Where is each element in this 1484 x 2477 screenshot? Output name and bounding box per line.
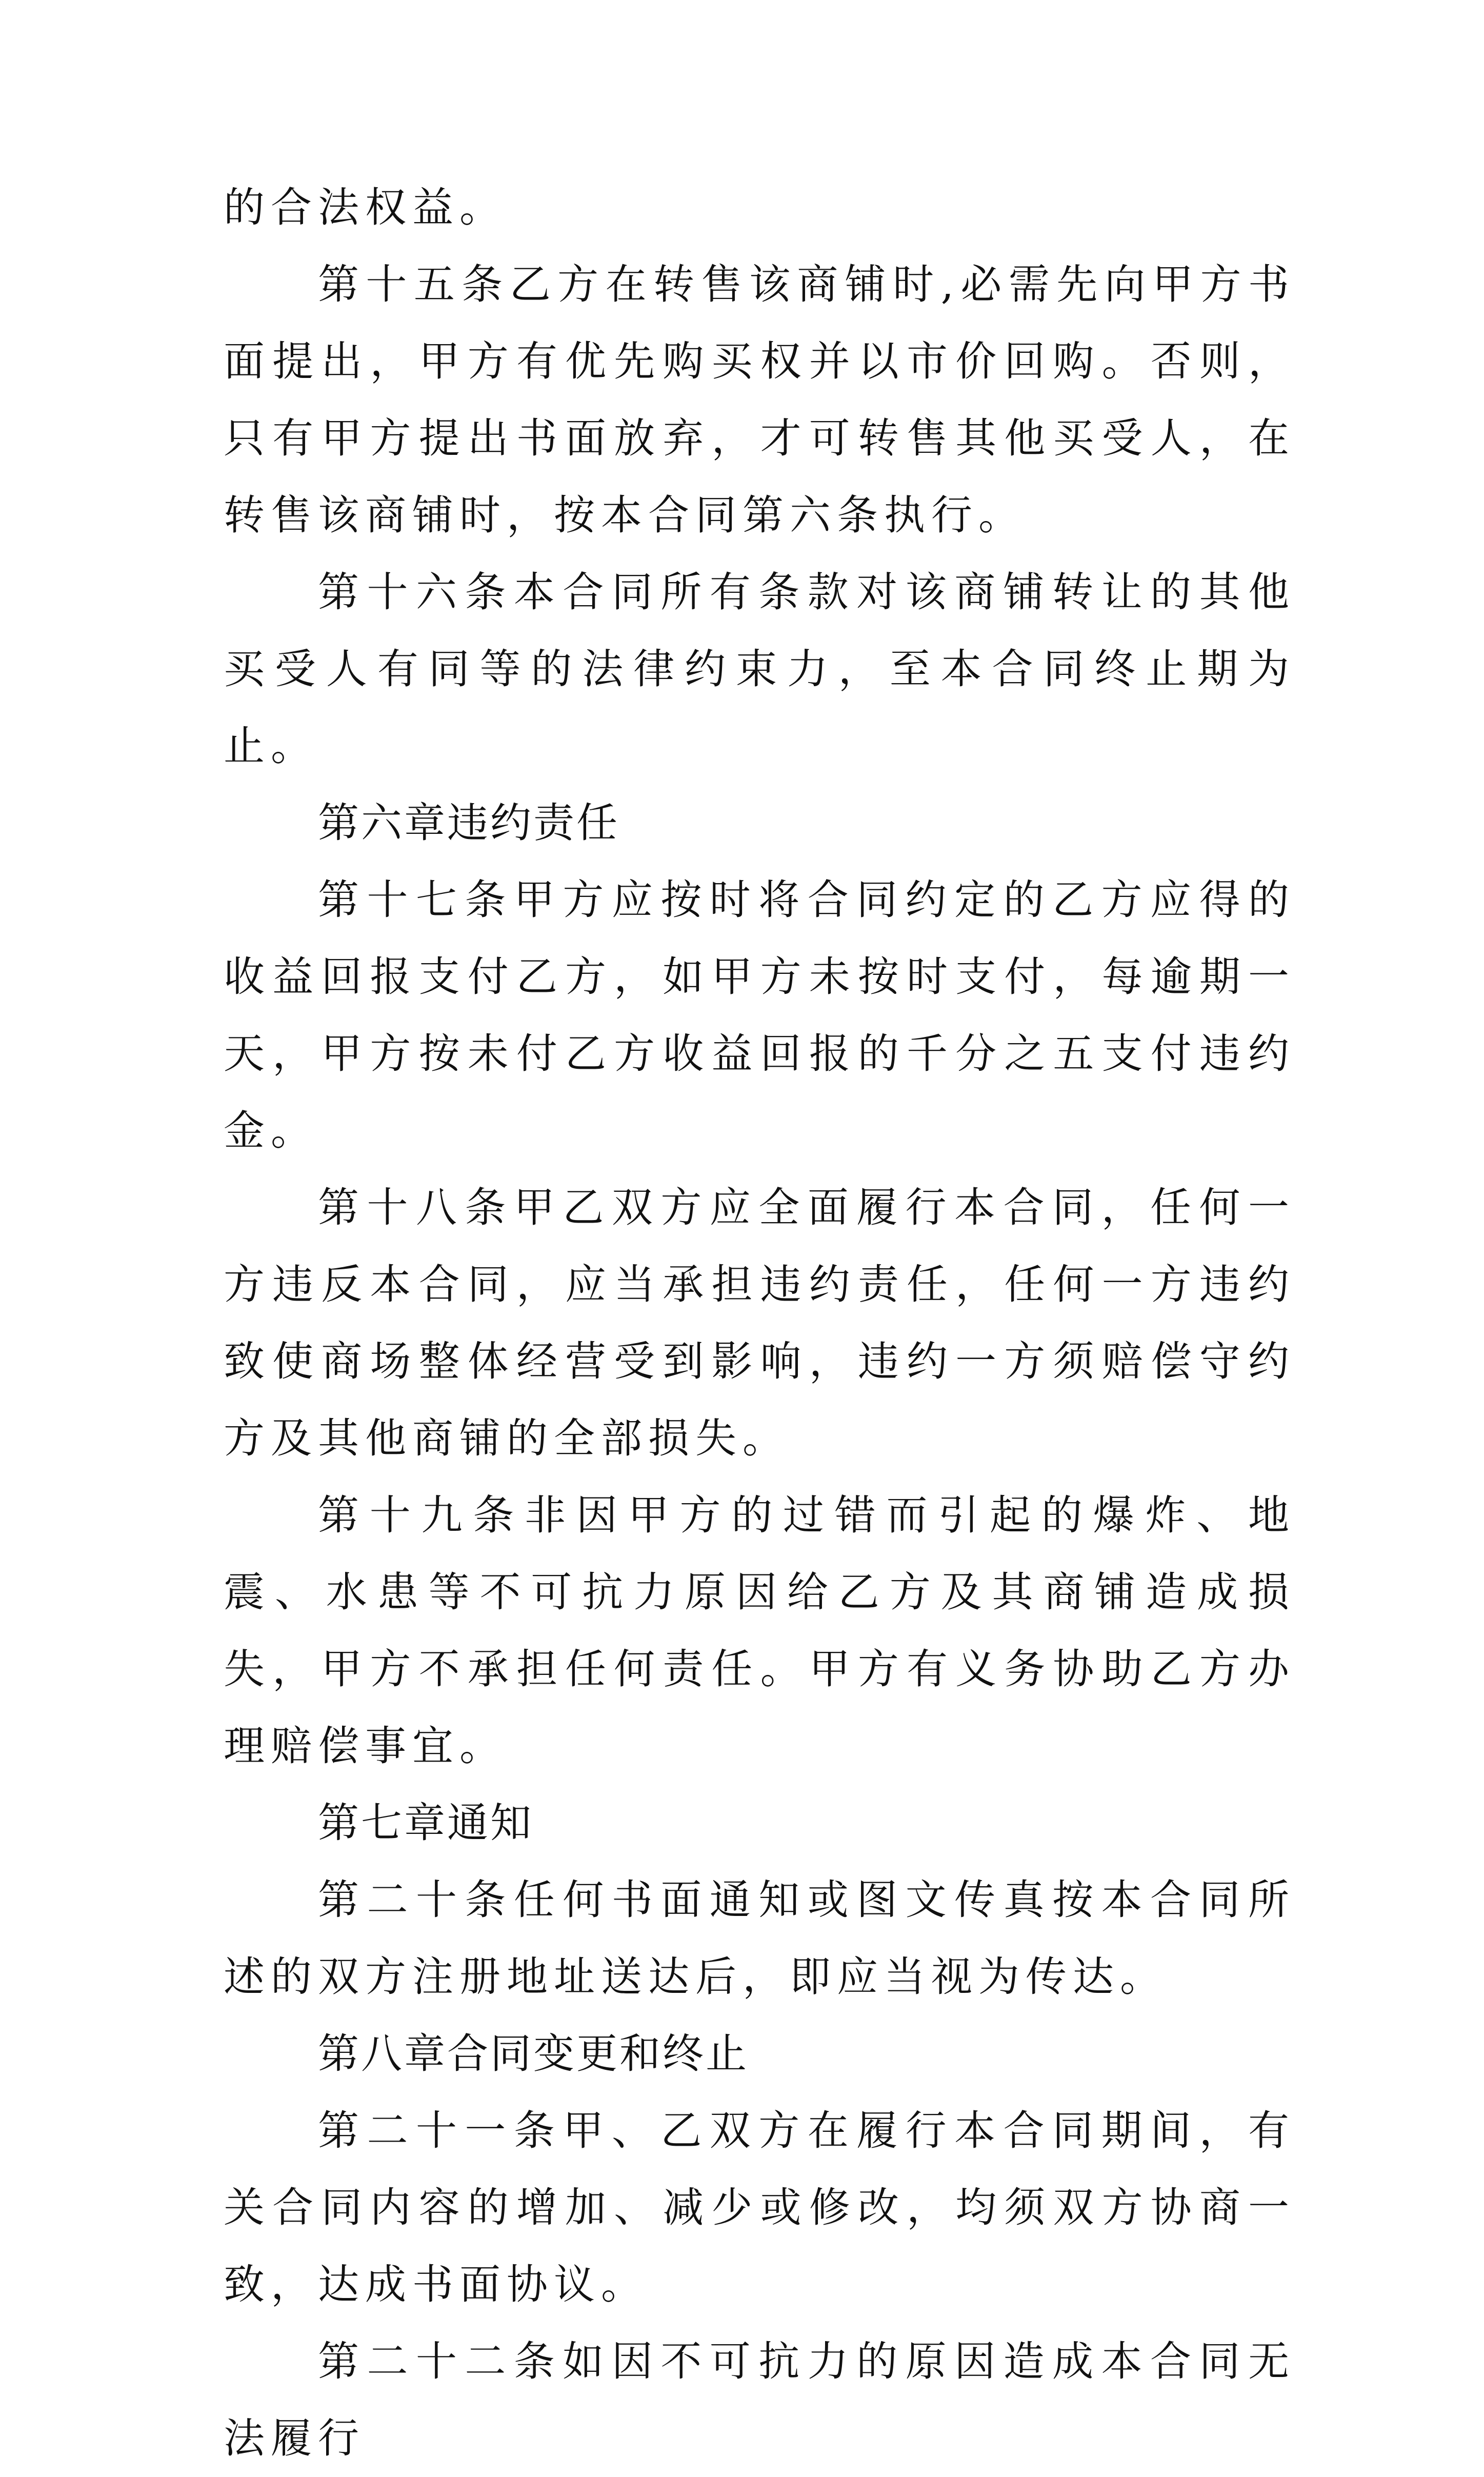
chapter-8-heading: 第八章合同变更和终止 [318, 2030, 749, 2078]
article-15: 第十五条乙方在转售该商铺时,必需先向甲方书面提出，甲方有优先购买权并以市价回购。否则，只有甲方提出书面放弃，才可转售其他买受人，在转售该商铺时，按本合同第六条执行。 [224, 261, 1295, 539]
article-19: 第十九条非因甲方的过错而引起的爆炸、地震、水患等不可抗力原因给乙方及其商铺造成损失，甲方不承担任何责任。甲方有义务协助乙方办理赔偿事宜。 [224, 1491, 1295, 1770]
article-20: 第二十条任何书面通知或图文传真按本合同所述的双方注册地址送达后，即应当视为传达。 [224, 1876, 1295, 2001]
article-22: 第二十二条如因不可抗力的原因造成本合同无法履行 [224, 2338, 1295, 2462]
article-16: 第十六条本合同所有条款对该商铺转让的其他买受人有同等的法律约束力，至本合同终止期为止。 [224, 568, 1295, 770]
paragraph-continuation: 的合法权益。 [224, 184, 507, 231]
chapter-7-heading: 第七章通知 [318, 1799, 533, 1847]
article-17: 第十七条甲方应按时将合同约定的乙方应得的收益回报支付乙方，如甲方未按时支付，每逾期一天，甲方按未付乙方收益回报的千分之五支付违约金。 [224, 876, 1295, 1154]
article-21: 第二十一条甲、乙双方在履行本合同期间，有关合同内容的增加、减少或修改，均须双方协商一致，达成书面协议。 [224, 2107, 1295, 2308]
chapter-6-heading: 第六章违约责任 [318, 799, 619, 847]
document-body [224, 169, 1295, 2477]
article-18: 第十八条甲乙双方应全面履行本合同，任何一方违反本合同，应当承担违约责任，任何一方违约致使商场整体经营受到影响，违约一方须赔偿守约方及其他商铺的全部损失。 [224, 1184, 1295, 1462]
